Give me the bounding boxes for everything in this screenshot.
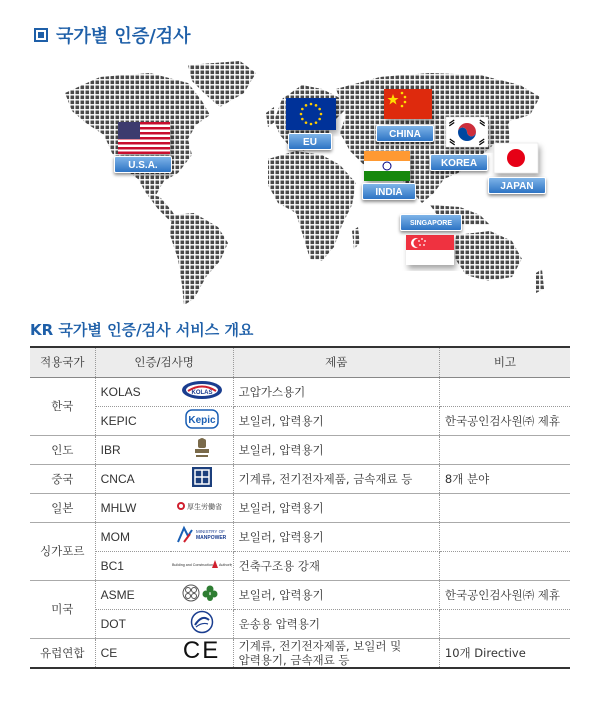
- product-kolas: 고압가스용기: [233, 377, 439, 406]
- japan-flag: [494, 143, 538, 173]
- product-bc1: 건축구조용 강재: [233, 551, 439, 580]
- label-china: CHINA: [376, 125, 434, 142]
- product-ce: [233, 638, 439, 668]
- cert-code-kepic: KEPIC: [95, 406, 170, 435]
- note-kolas: [439, 377, 570, 406]
- eu-flag-star: [310, 123, 313, 126]
- country-korea: 한국: [30, 377, 95, 435]
- section-title: KR 국가별 인증/검사 서비스 개요: [30, 321, 254, 339]
- cert-code-ce: CE: [95, 638, 170, 668]
- label-india: INDIA: [362, 183, 416, 200]
- asme-stamp-logo: [171, 580, 234, 609]
- eu-flag-star: [310, 103, 313, 106]
- eu-flag-star: [315, 121, 318, 124]
- eu-flag-star: [318, 118, 321, 121]
- country-india: 인도: [30, 435, 95, 464]
- note-cnca: 8개 분야: [439, 464, 570, 493]
- cert-code-ibr: IBR: [95, 435, 170, 464]
- country-china: 중국: [30, 464, 95, 493]
- table-row-mom: [30, 522, 570, 551]
- table-row-asme: [30, 580, 570, 609]
- cnca-logo: [171, 464, 234, 493]
- country-usa: 미국: [30, 580, 95, 638]
- table-row-mhlw: [30, 493, 570, 522]
- product-mhlw: 보일러, 압력용기: [233, 493, 439, 522]
- bca-logo: [171, 551, 234, 580]
- header-country: 적용국가: [30, 347, 95, 377]
- map-madagascar: [352, 227, 360, 249]
- map-uk: [266, 107, 276, 127]
- map-new-zealand: [536, 269, 544, 293]
- ce-mark-logo: [171, 638, 234, 668]
- table-row-dot: [30, 609, 570, 638]
- ce-mark-text: CE: [182, 637, 221, 664]
- table-header-row: [30, 347, 570, 377]
- kolas-logo: [171, 377, 234, 406]
- country-eu: 유럽연합: [30, 638, 95, 668]
- mhlw-logo: [171, 493, 234, 522]
- page-title-text: 국가별 인증/검사: [56, 26, 191, 47]
- eu-flag-star: [318, 108, 321, 111]
- table-row-ibr: [30, 435, 570, 464]
- mom-logo-text-1: MINISTRY OF: [195, 529, 225, 534]
- mom-logo: [171, 522, 234, 551]
- label-eu: EU: [288, 133, 332, 150]
- ibr-emblem-logo: [171, 435, 234, 464]
- label-usa: U.S.A.: [114, 156, 172, 173]
- country-japan: 일본: [30, 493, 95, 522]
- label-korea: KOREA: [430, 154, 488, 171]
- table-row-ce: [30, 638, 570, 668]
- dot-logo: [171, 609, 234, 638]
- eu-flag-star: [300, 113, 303, 116]
- header-product: 제품: [233, 347, 439, 377]
- product-ce-line1: 기계류, 전기전자제품, 보일러 및: [238, 638, 402, 653]
- map-south-america: [170, 213, 228, 305]
- header-note: 비고: [439, 347, 570, 377]
- eu-flag: [286, 98, 336, 130]
- table-row-bc1: [30, 551, 570, 580]
- map-africa: [268, 151, 356, 261]
- kolas-logo-text: KOLAS: [191, 390, 213, 396]
- eu-flag-star: [320, 113, 323, 116]
- cert-table: [30, 346, 570, 669]
- product-kepic: 보일러, 압력용기: [233, 406, 439, 435]
- mom-logo-text-2: MANPOWER: [195, 535, 226, 541]
- cert-code-mhlw: MHLW: [95, 493, 170, 522]
- note-ibr: [439, 435, 570, 464]
- note-dot: [439, 609, 570, 638]
- cert-code-cnca: CNCA: [95, 464, 170, 493]
- map-australia: [454, 231, 522, 281]
- country-singapore: 싱가포르: [30, 522, 95, 580]
- table-row-kolas: [30, 377, 570, 406]
- header-cert: 인증/검사명: [95, 347, 233, 377]
- kepic-logo-text: Kepic: [187, 415, 216, 426]
- product-dot: 운송용 압력용기: [233, 609, 439, 638]
- cert-code-kolas: KOLAS: [95, 377, 170, 406]
- cert-code-asme: ASME: [95, 580, 170, 609]
- china-flag: [384, 89, 432, 119]
- product-ce-line2: 압력용기, 금속재료 등: [238, 652, 350, 667]
- cert-code-dot: DOT: [95, 609, 170, 638]
- note-ce: 10개 Directive: [439, 638, 570, 668]
- title-square-icon: [34, 28, 48, 42]
- cert-code-mom: MOM: [95, 522, 170, 551]
- page-title: [34, 22, 191, 48]
- cert-code-bc1: BC1: [95, 551, 170, 580]
- eu-flag-star: [305, 104, 308, 107]
- note-kepic: 한국공인검사원㈜ 제휴: [439, 406, 570, 435]
- world-map: [60, 55, 560, 310]
- label-singapore: SINGAPORE: [400, 214, 462, 231]
- bca-logo-text-right: Authority: [218, 563, 232, 567]
- label-japan: JAPAN: [488, 177, 546, 194]
- product-asme: 보일러, 압력용기: [233, 580, 439, 609]
- note-mom: [439, 522, 570, 551]
- bca-logo-text-left: Building and Construction: [171, 563, 213, 567]
- note-asme: 한국공인검사원㈜ 제휴: [439, 580, 570, 609]
- kepic-logo: [171, 406, 234, 435]
- product-mom: 보일러, 압력용기: [233, 522, 439, 551]
- product-cnca: 기계류, 전기전자제품, 금속재료 등: [233, 464, 439, 493]
- eu-flag-star: [301, 108, 304, 111]
- usa-flag: [118, 122, 170, 154]
- korea-flag: [446, 117, 488, 147]
- eu-flag-star: [301, 118, 304, 121]
- eu-flag-star: [315, 104, 318, 107]
- india-flag: [364, 151, 410, 181]
- note-bc1: [439, 551, 570, 580]
- mhlw-logo-text: 厚生労働省: [186, 503, 222, 511]
- table-row-kepic: [30, 406, 570, 435]
- table-row-cnca: [30, 464, 570, 493]
- product-ibr: 보일러, 압력용기: [233, 435, 439, 464]
- singapore-flag: [406, 235, 454, 265]
- note-mhlw: [439, 493, 570, 522]
- eu-flag-star: [305, 121, 308, 124]
